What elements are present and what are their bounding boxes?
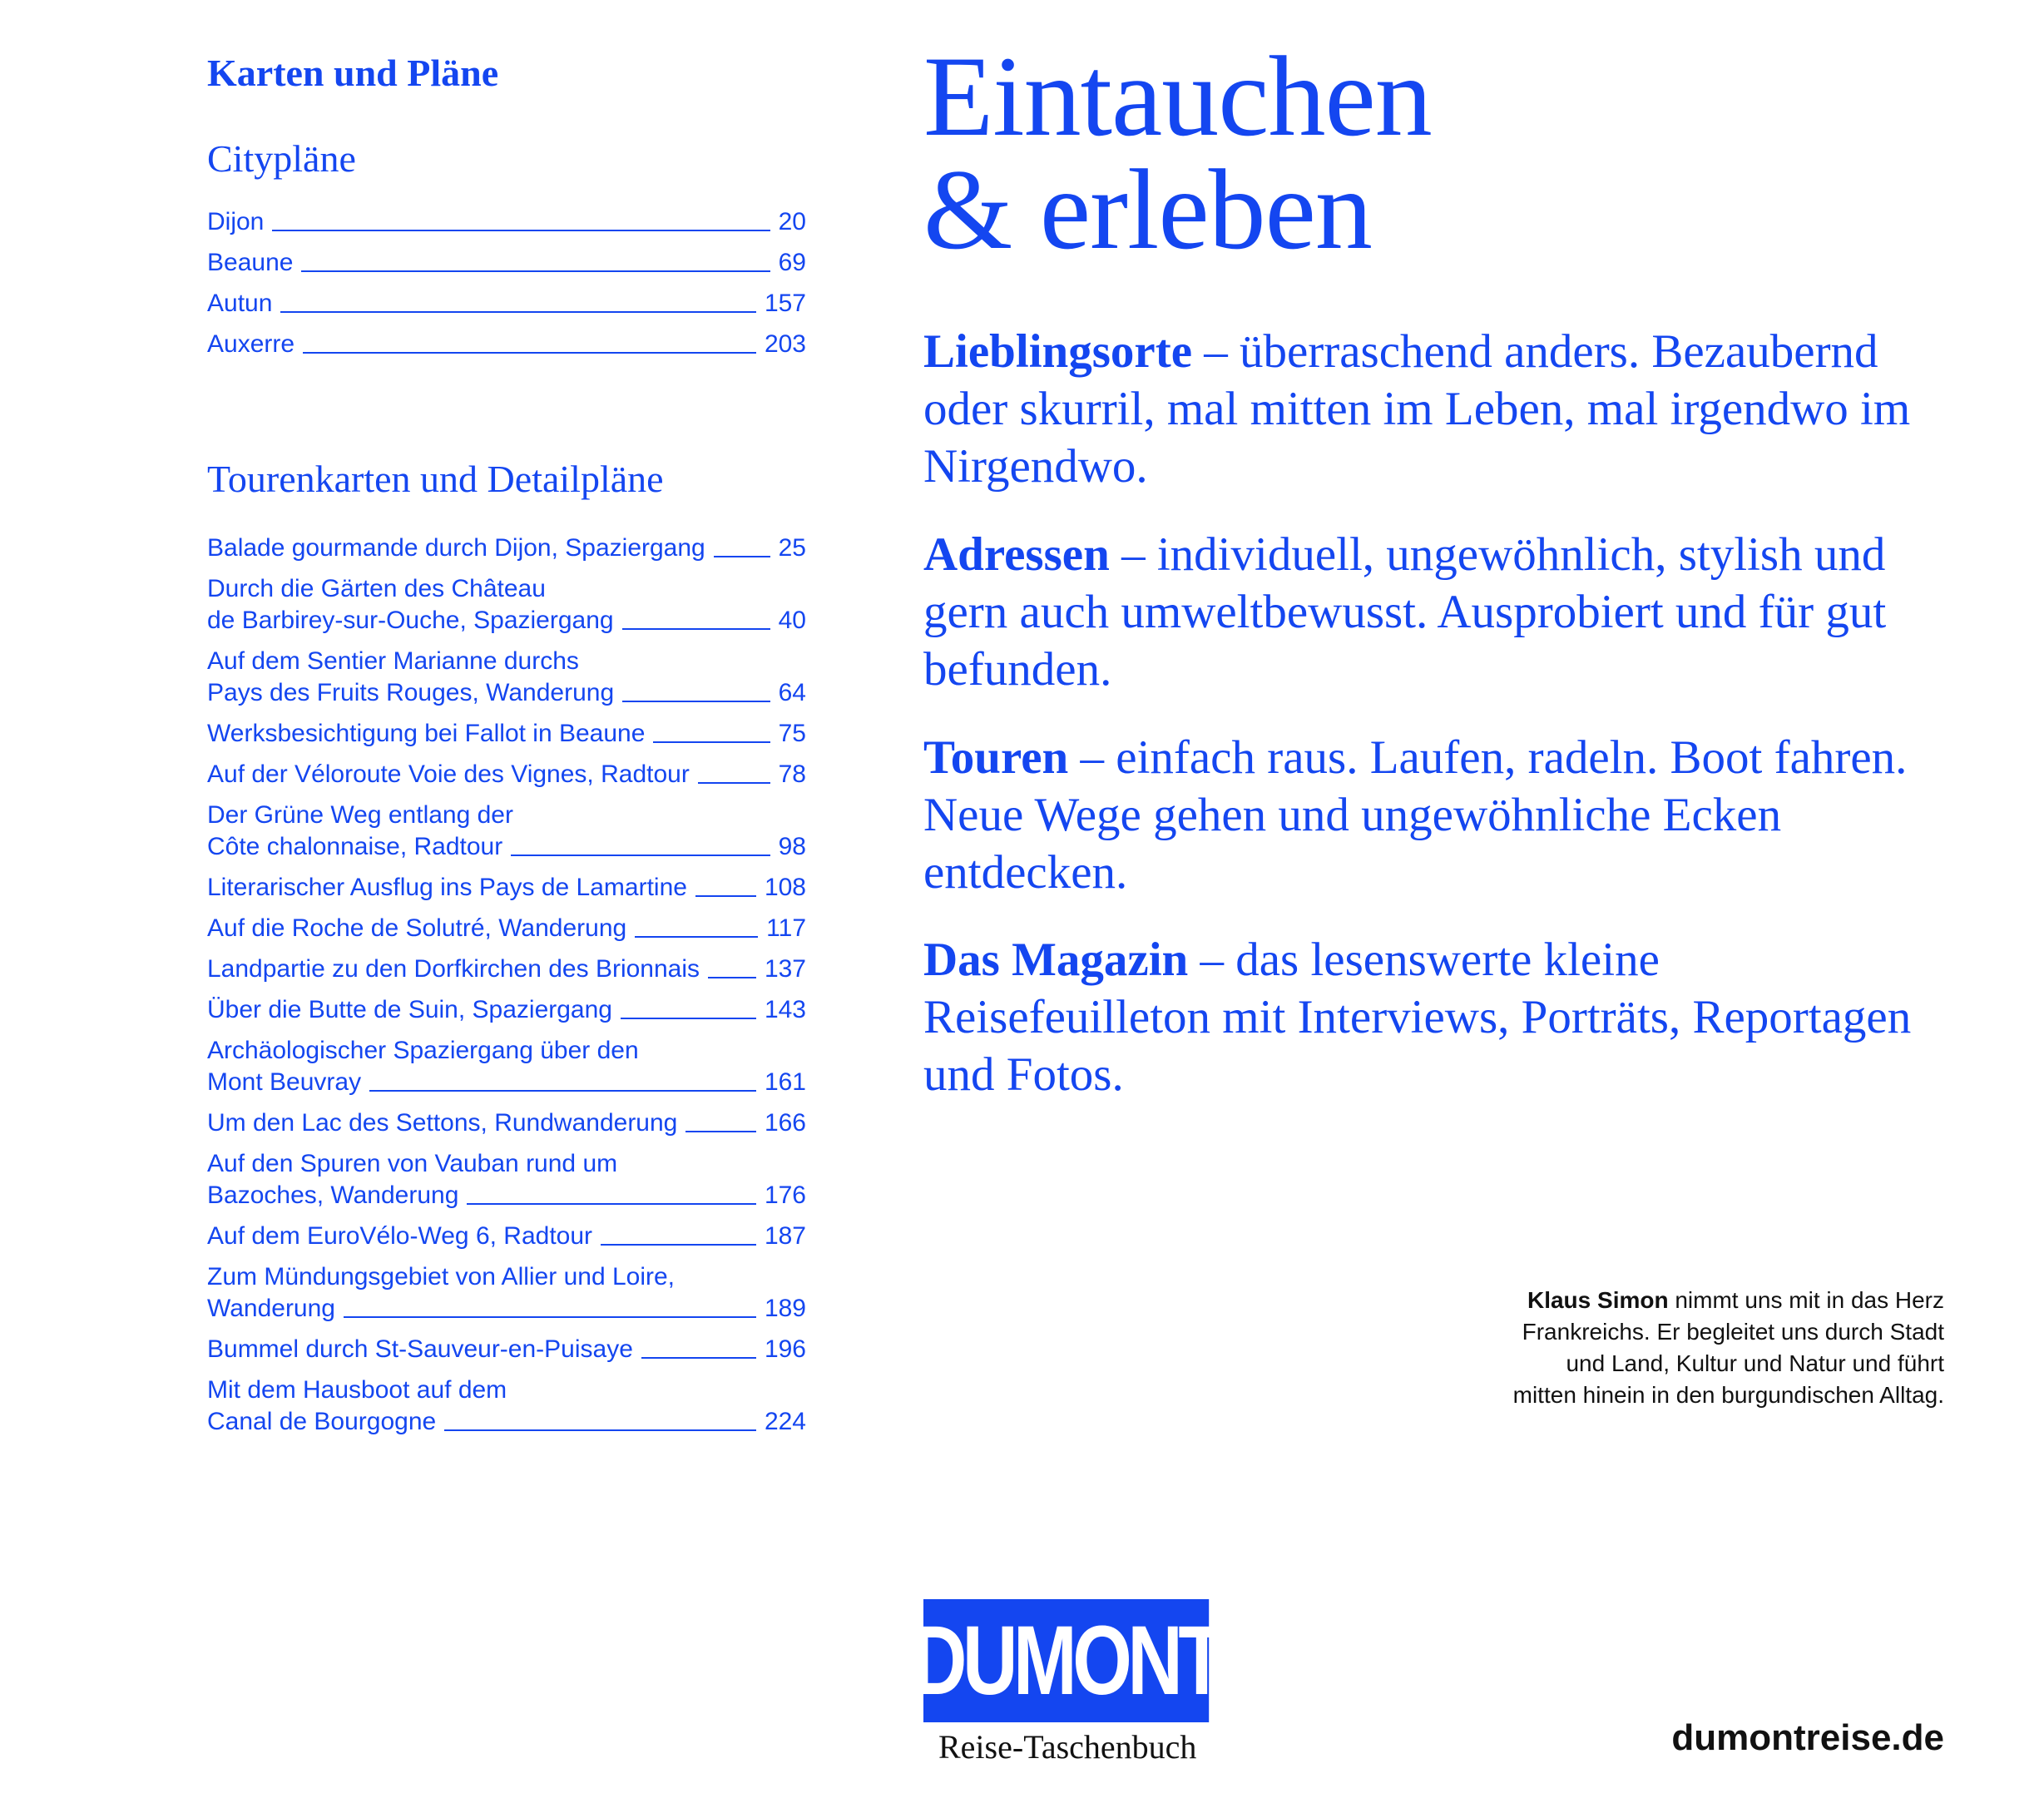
list-item [207,994,806,1026]
entry-title-line1: Zum Mündungsgebiet von Allier und Loire, [207,1263,676,1290]
feature-text: – einfach raus. Laufen, radeln. Boot fahren. Neue Wege gehen und ungewöhnliche Ecken entdecken. [923,731,1908,899]
page-number: 25 [778,534,806,562]
entry-title: Um den Lac des Settons, Rundwanderung [207,1109,678,1137]
entry-title-line1: Auf den Spuren von Vauban rund um [207,1150,618,1177]
entry-title: Werksbesichtigung bei Fallot in Beaune [207,720,646,747]
feature-magazin [923,931,1955,1103]
author-text: nimmt uns mit in das Herz Frankreichs. Er begleitet uns durch Stadt und Land, Kultur und Natur und führt mitten hinein in den burgundischen Alltag. [1512,1287,1944,1408]
list-item [207,573,806,637]
entry-title-line1: Auf dem Sentier Marianne durchs [207,647,579,675]
feature-text: – individuell, ungewöhnlich, stylish und gern auch umweltbewusst. Ausprobiert und für gut befunden. [923,528,1887,696]
feature-adressen [923,526,1955,698]
page-number: 189 [764,1295,806,1322]
page-number: 224 [764,1408,806,1435]
entry-title-line1: Archäologischer Spaziergang über den [207,1037,639,1064]
leader-line [714,556,770,557]
page-number: 108 [764,874,806,901]
feature-label: Lieblingsorte [923,325,1192,378]
leader-line [698,782,770,784]
leader-line [621,1018,756,1019]
entry-title: Auxerre [207,330,295,359]
leader-line [444,1429,756,1431]
leader-line [635,936,758,938]
page-number: 117 [766,914,806,942]
maps-index [207,50,806,1435]
entry-title: de Barbirey-sur-Ouche, Spaziergang [207,607,614,634]
tour-maps-list [207,533,806,1447]
leader-line [303,352,756,354]
entry-title: Wanderung [207,1295,335,1322]
entry-title: Bummel durch St-Sauveur-en-Puisaye [207,1335,633,1363]
list-item [207,1261,806,1325]
list-item [207,329,806,360]
page-number: 157 [764,290,806,318]
feature-text: – überraschend anders. Bezaubernd oder skurril, mal mitten im Leben, mal irgendwo im Nirgendwo. [923,325,1911,493]
page-number: 187 [764,1222,806,1250]
feature-label: Adressen [923,528,1110,581]
city-plans-list [207,206,806,360]
entry-title: Dijon [207,208,265,236]
list-item [207,913,806,944]
list-item [207,533,806,564]
feature-column [923,32,1955,1101]
website-url: dumontreise.de [1671,1717,1944,1758]
entry-title-line1: Der Grüne Weg entlang der [207,801,513,829]
leader-line [272,230,770,231]
leader-line [344,1316,756,1318]
list-item [207,1148,806,1211]
entry-title-line1: Durch die Gärten des Château [207,575,546,602]
list-item [207,872,806,904]
leader-line [601,1244,756,1246]
city-plans-heading: Citypläne [207,137,356,181]
leader-line [369,1090,756,1092]
page-number: 166 [764,1109,806,1137]
entry-title: Landpartie zu den Dorfkirchen des Brionnais [207,955,700,983]
page-number: 20 [778,208,806,236]
entry-title: Auf die Roche de Solutré, Wanderung [207,914,627,942]
leader-line [280,311,756,313]
entry-title: Auf der Véloroute Voie des Vignes, Radtour [207,760,690,788]
page-number: 196 [764,1335,806,1363]
list-item [207,1221,806,1252]
page-number: 203 [764,330,806,359]
list-item [207,1107,806,1139]
entry-title: Canal de Bourgogne [207,1408,437,1435]
list-item [207,1334,806,1365]
tour-maps-heading: Tourenkarten und Detailpläne [207,458,664,500]
publisher-logo [912,1599,1289,1766]
leader-line [301,270,770,272]
leader-line [467,1203,756,1205]
maps-heading: Karten und Pläne [207,52,499,94]
list-item [207,206,806,238]
entry-title: Auf dem EuroVélo-Weg 6, Radtour [207,1222,593,1250]
dumont-logo: DUMONT [923,1599,1209,1722]
leader-line [685,1131,756,1132]
feature-lieblingsorte [923,323,1955,495]
list-item [207,718,806,750]
leader-line [653,741,770,743]
page-number: 64 [778,679,806,706]
author-name: Klaus Simon [1527,1287,1669,1313]
entry-title: Mont Beuvray [207,1068,362,1096]
leader-line [708,977,756,978]
series-name: Reise-Taschenbuch [938,1728,1197,1766]
page-number: 75 [778,720,806,747]
feature-label: Das Magazin [923,934,1189,986]
entry-title: Pays des Fruits Rouges, Wanderung [207,679,615,706]
leader-line [622,628,770,630]
list-item [207,800,806,863]
leader-line [695,895,756,897]
list-item [207,1375,806,1438]
page-number: 143 [764,996,806,1023]
entry-title: Bazoches, Wanderung [207,1181,459,1209]
list-item [207,646,806,709]
leader-line [511,855,770,856]
feature-label: Touren [923,731,1069,784]
feature-touren [923,729,1955,901]
entry-title-line1: Mit dem Hausboot auf dem [207,1376,507,1404]
list-item [207,1035,806,1098]
page-number: 176 [764,1181,806,1209]
leader-line [622,701,770,702]
page-number: 161 [764,1068,806,1096]
entry-title: Balade gourmande durch Dijon, Spaziergang [207,534,705,562]
page-number: 137 [764,955,806,983]
feature-text: – das lesenswerte kleine Reisefeuilleton mit Interviews, Porträts, Reportagen und Fotos. [923,934,1912,1101]
page-number: 69 [778,249,806,277]
page-number: 40 [778,607,806,634]
list-item [207,954,806,985]
author-blurb [1512,1285,1944,1411]
page-number: 78 [778,760,806,788]
list-item [207,247,806,279]
leader-line [641,1357,756,1359]
entry-title: Côte chalonnaise, Radtour [207,833,503,860]
page-title [923,32,1955,273]
list-item [207,759,806,790]
entry-title: Beaune [207,249,294,277]
title-line-2: & erleben [923,146,1372,273]
title-line-1: Eintauchen [923,32,1432,160]
page-number: 98 [778,833,806,860]
entry-title: Literarischer Ausflug ins Pays de Lamartine [207,874,687,901]
entry-title: Über die Butte de Suin, Spaziergang [207,996,612,1023]
list-item [207,288,806,320]
entry-title: Autun [207,290,273,318]
